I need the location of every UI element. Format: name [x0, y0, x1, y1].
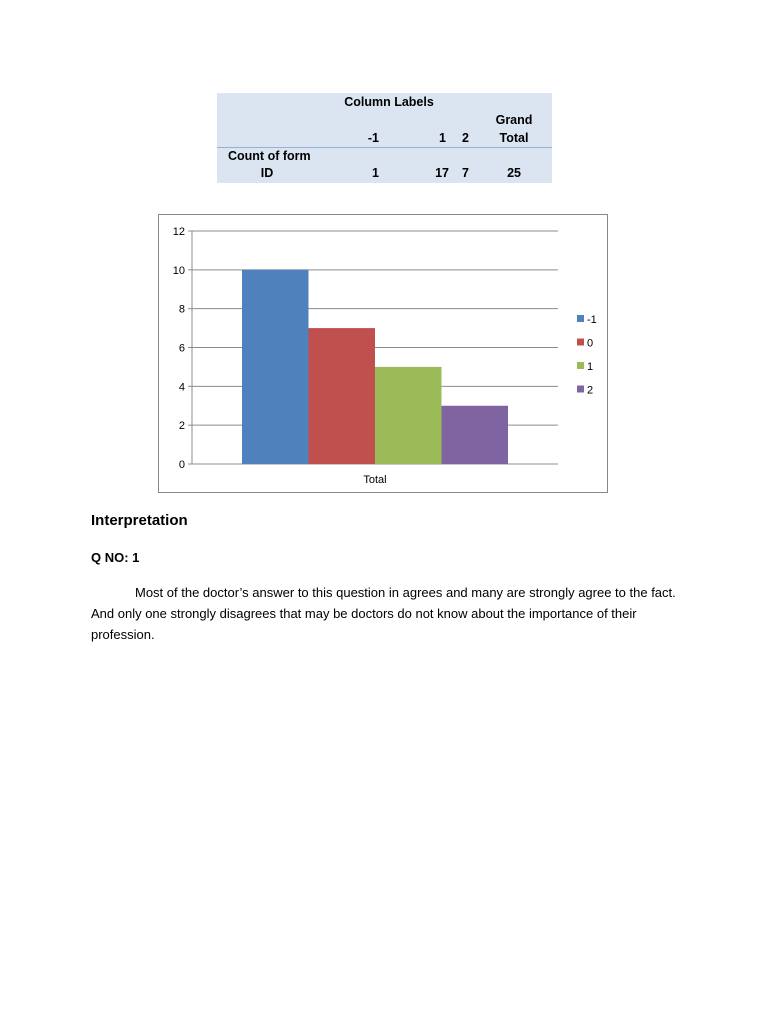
grand-total-header-line1: Grand [495, 113, 533, 127]
y-tick-label: 8 [178, 303, 185, 316]
bar-chart-svg [159, 215, 607, 492]
legend-label: 1 [587, 361, 594, 373]
legend-swatch [577, 339, 584, 346]
bar-2 [375, 367, 442, 464]
bar-1 [309, 328, 376, 464]
question-number: Q NO: 1 [91, 550, 140, 565]
grand-total-header-line2: Total [499, 131, 529, 145]
y-tick-label: 4 [178, 381, 185, 394]
row-label-line1: Count of form [228, 149, 311, 163]
legend-label: -1 [587, 314, 597, 326]
y-tick-label: 0 [178, 459, 185, 471]
row-label-line2: ID [260, 166, 274, 180]
bar-0 [242, 270, 309, 464]
bar-chart [158, 214, 608, 493]
pivot-table [217, 93, 552, 183]
x-category-label: Total [363, 474, 387, 486]
y-tick-label: 12 [172, 226, 185, 238]
legend-swatch [577, 315, 584, 322]
col-header-minus1: -1 [367, 131, 379, 145]
section-heading: Interpretation [91, 512, 188, 529]
y-tick-label: 10 [172, 264, 185, 277]
legend-swatch [577, 362, 584, 369]
value-2: 7 [462, 166, 469, 180]
legend-label: 0 [587, 337, 594, 350]
header-divider [217, 147, 552, 148]
y-tick-label: 2 [178, 420, 185, 433]
y-tick-label: 6 [178, 342, 185, 355]
col-header-1: 1 [439, 131, 446, 145]
legend-label: 2 [587, 384, 594, 397]
col-header-2: 2 [462, 131, 469, 145]
value-minus1: 1 [372, 166, 379, 180]
legend-swatch [577, 386, 584, 393]
column-labels-header: Column Labels [344, 95, 434, 109]
value-1: 17 [435, 166, 449, 180]
interpretation-paragraph: Most of the doctor’s answer to this question in agrees and many are strongly agree to the fact. And only one strongly disagrees that may be doctors do not know about the importance of their profession. [91, 585, 676, 642]
value-grand-total: 25 [507, 166, 521, 180]
bar-3 [442, 406, 509, 464]
